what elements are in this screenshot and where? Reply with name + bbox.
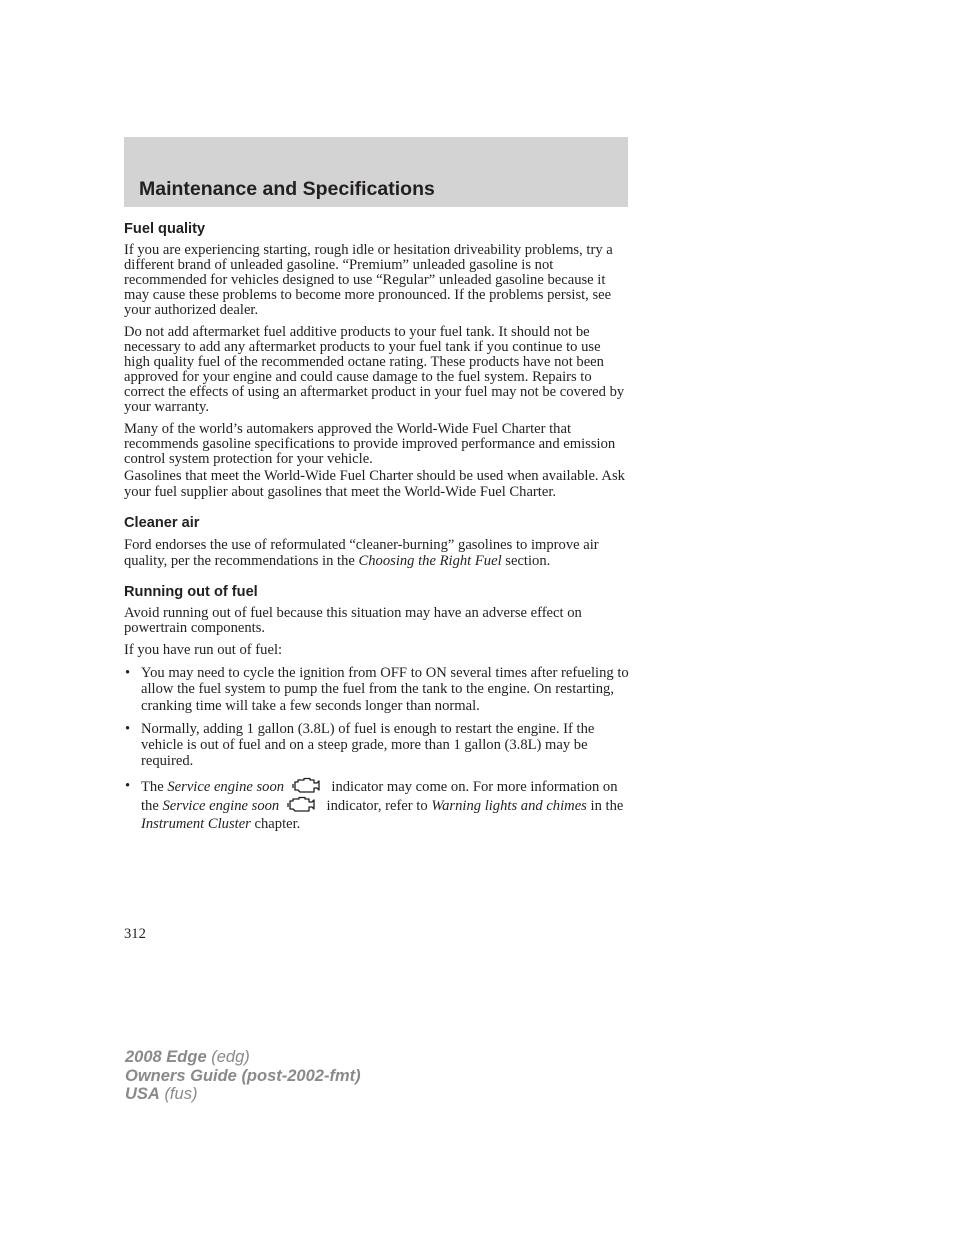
list-item [124, 777, 630, 833]
engine-icon [292, 777, 322, 794]
bullet-text: in the [590, 797, 624, 814]
paragraph-fuel-quality-1: If you are experiencing starting, rough idle or hesitation driveability problems, try a different brand of unleaded gasoline. “Premium” unleaded gasoline is not recommended for vehicles designed to use “Regular” unleaded gasoline because it may cause these problems to become more pronounced. If the problems persist, see your authorized dealer. [124, 242, 613, 318]
bullet-text: chapter. [254, 815, 301, 832]
paragraph-fuel-quality-2: Do not add aftermarket fuel additive products to your fuel tank. It should not be necessary to add any aftermarket products to your fuel tank if you continue to use high quality fuel of the recommended octane rating. These products have not been approved for your engine and could cause damage to the fuel system. Repairs to correct the effects of using an aftermarket product in your fuel may not be covered by your warranty. [124, 324, 625, 415]
list-item [124, 665, 630, 714]
bullet-text: The [141, 778, 164, 795]
bullet-mark: • [125, 777, 131, 794]
page-content [124, 221, 630, 840]
bullet-text: indicator, refer to [326, 797, 428, 814]
bullet-text: Normally, adding 1 gallon (3.8L) of fuel is enough to restart the engine. If the vehicle is out of fuel and on a steep grade, more than 1 gallon (3.8L) may be required. [141, 720, 595, 770]
bullet-mark: • [125, 720, 131, 737]
instrument-cluster-ref: Instrument Cluster [141, 815, 251, 832]
heading-fuel-quality: Fuel quality [124, 221, 206, 237]
document-footer [125, 1048, 361, 1104]
warning-lights-ref: Warning lights and chimes [431, 797, 587, 814]
bullet-text: indicator may come on. For more information on the [141, 778, 618, 814]
footer-line-2 [125, 1067, 361, 1086]
page-number: 312 [124, 926, 146, 942]
footer-market-code: (fus) [164, 1085, 198, 1103]
footer-market: USA [125, 1085, 160, 1103]
service-engine-soon-ref: Service engine soon [162, 797, 280, 814]
cleaner-air-text: Ford endorses the use of reformulated “cleaner-burning” gasolines to improve air quality, per the recommendations in the [124, 537, 599, 569]
list-item [124, 721, 630, 770]
cleaner-air-ref: Choosing the Right Fuel [358, 553, 502, 569]
paragraph-fuel-quality-4: Gasolines that meet the World-Wide Fuel Charter should be used when available. Ask your fuel supplier about gasolines that meet the World-Wide Fuel Charter. [124, 468, 625, 500]
heading-running-out-of-fuel: Running out of fuel [124, 584, 258, 600]
bullet-text: You may need to cycle the ignition from OFF to ON several times after refueling to allow the fuel system to pump the fuel from the tank to the engine. On restarting, cranking time will take a few seconds longer than normal. [141, 665, 629, 714]
page-title: Maintenance and Specifications [139, 178, 435, 200]
section-header-band [124, 137, 628, 207]
footer-guide: Owners Guide (post-2002-fmt) [125, 1066, 361, 1085]
footer-line-1 [125, 1048, 361, 1067]
cleaner-air-suffix: section. [505, 553, 551, 569]
footer-model-code: (edg) [211, 1048, 250, 1066]
running-out-list [124, 665, 630, 833]
paragraph-running-out-1: Avoid running out of fuel because this situation may have an adverse effect on powertrain components. [124, 605, 582, 636]
footer-line-3 [125, 1085, 361, 1104]
footer-model: 2008 Edge [125, 1048, 207, 1066]
engine-icon [287, 796, 317, 813]
paragraph-cleaner-air [124, 537, 630, 569]
heading-cleaner-air: Cleaner air [124, 515, 200, 531]
service-engine-soon-ref: Service engine soon [167, 778, 285, 795]
paragraph-fuel-quality-3: Many of the world’s automakers approved the World-Wide Fuel Charter that recommends gasoline specifications to provide improved performance and emission control system protection for your vehicle. [124, 421, 616, 467]
bullet-mark: • [125, 665, 131, 681]
paragraph-running-out-2: If you have run out of fuel: [124, 642, 283, 658]
